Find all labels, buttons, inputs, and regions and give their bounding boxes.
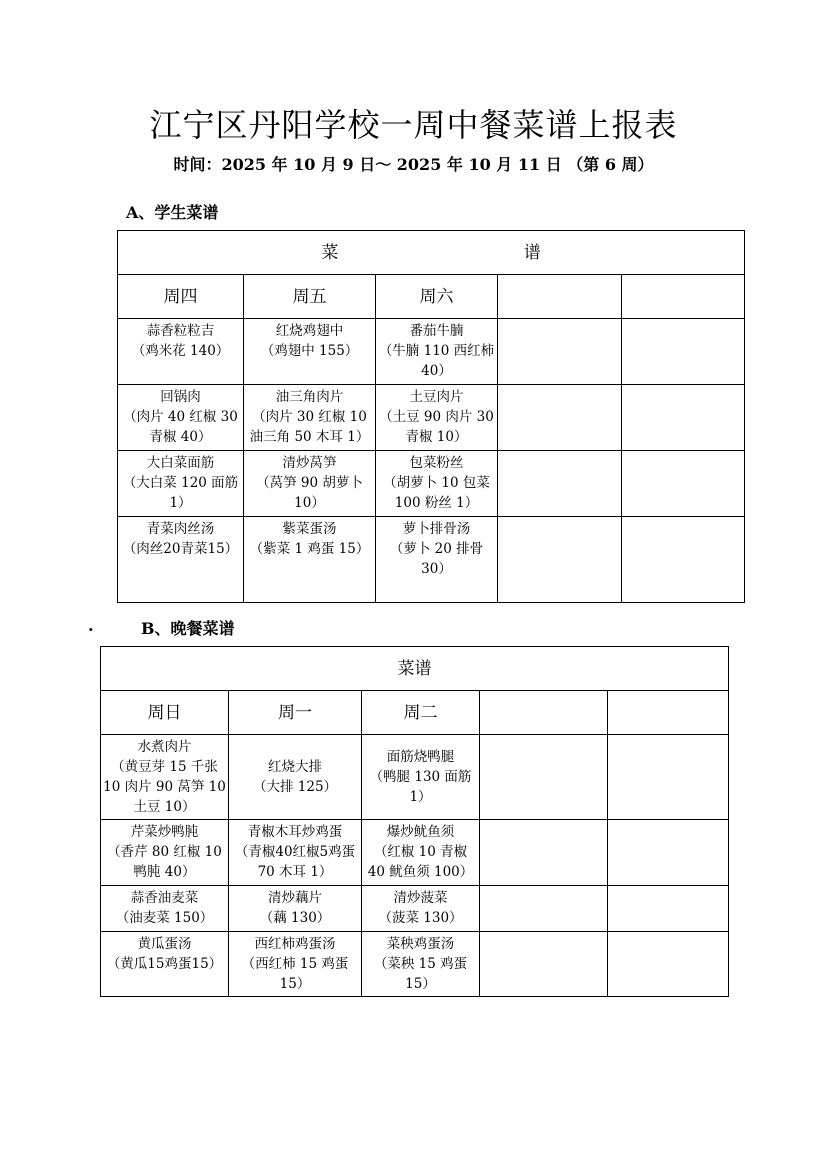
day-header	[608, 691, 729, 735]
dish-name: 土豆肉片	[409, 389, 464, 405]
menu-cell	[376, 451, 498, 517]
empty-cell	[480, 820, 608, 886]
day-header	[622, 275, 745, 319]
dish-ingredients: （鸡米花 140）	[131, 343, 230, 359]
menu-cell	[229, 932, 362, 997]
empty-cell	[622, 517, 745, 603]
menu-cell	[229, 820, 362, 886]
dish-name: 回锅肉	[160, 389, 201, 405]
dish-ingredients: （土豆 90 肉片 30 青椒 10）	[379, 409, 494, 445]
dish-ingredients: （胡萝卜 10 包菜 100 粉丝 1）	[383, 475, 490, 511]
dish-name: 番茄牛腩	[409, 323, 464, 339]
dish-ingredients: （鸭腿 130 面筋 1）	[369, 769, 472, 805]
day-header: 周日	[101, 691, 229, 735]
empty-cell	[622, 451, 745, 517]
dish-name: 水煮肉片	[137, 739, 192, 755]
dish-name: 菜秧鸡蛋汤	[386, 936, 455, 952]
page-title: 江宁区丹阳学校一周中餐菜谱上报表	[149, 106, 678, 144]
dish-name: 清炒莴笋	[282, 455, 337, 471]
dish-ingredients: （菠菜 130）	[378, 910, 463, 926]
empty-cell	[622, 319, 745, 385]
menu-cell	[244, 385, 376, 451]
section-a-label: A、学生菜谱	[126, 203, 219, 222]
dish-ingredients: （大排 125）	[252, 779, 338, 795]
day-header: 周四	[118, 275, 244, 319]
empty-cell	[480, 735, 608, 820]
table-row	[118, 319, 745, 385]
dish-ingredients: （紫菜 1 鸡蛋 15）	[249, 541, 370, 557]
menu-header	[118, 231, 745, 275]
empty-cell	[622, 385, 745, 451]
empty-cell	[480, 932, 608, 997]
dish-name: 芹菜炒鸭肫	[130, 824, 199, 840]
menu-cell	[229, 735, 362, 820]
dish-name: 包菜粉丝	[409, 455, 464, 471]
dish-name: 青椒木耳炒鸡蛋	[247, 824, 343, 840]
menu-cell	[244, 517, 376, 603]
dish-name: 油三角肉片	[275, 389, 344, 405]
dish-name: 红烧大排	[268, 759, 322, 775]
dish-ingredients: （香芹 80 红椒 10 鸭肫 40）	[107, 844, 222, 880]
empty-cell	[498, 517, 622, 603]
menu-cell	[118, 517, 244, 603]
dish-ingredients: （莴笋 90 胡萝卜 10）	[256, 475, 363, 511]
menu-cell	[376, 319, 498, 385]
menu-cell	[362, 886, 480, 932]
dish-name: 蒜香油麦菜	[130, 890, 199, 906]
empty-cell	[498, 451, 622, 517]
dish-name: 黄瓜蛋汤	[137, 936, 192, 952]
dish-ingredients: （肉片 40 红椒 30 青椒 40）	[123, 409, 238, 445]
dish-name: 大白菜面筋	[146, 455, 215, 471]
day-header: 周六	[376, 275, 498, 319]
dish-name: 清炒菠菜	[393, 890, 448, 906]
dish-ingredients: （肉片 30 红椒 10 油三角 50 木耳 1）	[249, 409, 370, 445]
table-row	[118, 517, 745, 603]
table-row	[101, 820, 729, 886]
menu-cell	[118, 385, 244, 451]
empty-cell	[608, 932, 729, 997]
table-row	[101, 932, 729, 997]
day-header: 周五	[244, 275, 376, 319]
date-range: 时间：2025 年 10 月 9 日～ 2025 年 10 月 11 日 （第 6 周）	[173, 155, 654, 174]
dish-name: 面筋烧鸭腿	[386, 749, 455, 765]
empty-cell	[498, 385, 622, 451]
dish-name: 紫菜蛋汤	[282, 521, 337, 537]
empty-cell	[608, 735, 729, 820]
dish-ingredients: （黄瓜15鸡蛋15）	[106, 956, 223, 972]
menu-cell	[244, 451, 376, 517]
empty-cell	[608, 886, 729, 932]
menu-cell	[376, 517, 498, 603]
day-header: 周二	[362, 691, 480, 735]
header-char-right: 谱	[523, 242, 541, 263]
header-char-left: 菜	[321, 242, 339, 263]
dish-name: 爆炒鱿鱼须	[386, 824, 455, 840]
dish-name: 清炒藕片	[268, 890, 322, 906]
dish-name: 青菜肉丝汤	[146, 521, 215, 537]
menu-cell	[376, 385, 498, 451]
dish-ingredients: （黄豆芽 15 千张 10 肉片 90 莴笋 10 土豆 10）	[103, 759, 226, 815]
day-header: 周一	[229, 691, 362, 735]
dish-ingredients: （大白菜 120 面筋 1）	[122, 475, 239, 511]
menu-cell	[118, 451, 244, 517]
empty-cell	[608, 820, 729, 886]
menu-cell	[229, 886, 362, 932]
dish-ingredients: （鸡翅中 155）	[260, 343, 359, 359]
empty-cell	[480, 886, 608, 932]
dish-ingredients: （西红柿 15 鸡蛋 15）	[241, 956, 349, 992]
dish-name: 蒜香粒粒吉	[146, 323, 215, 339]
day-header	[498, 275, 622, 319]
menu-cell	[101, 820, 229, 886]
student-menu-table	[117, 230, 745, 603]
menu-cell	[101, 932, 229, 997]
table-row	[101, 735, 729, 820]
dish-ingredients: （青椒40红椒5鸡蛋 70 木耳 1）	[234, 844, 356, 880]
dinner-menu-table	[100, 646, 729, 997]
menu-cell	[362, 735, 480, 820]
table-row	[118, 451, 745, 517]
menu-cell	[101, 735, 229, 820]
menu-header: 菜谱	[101, 647, 729, 691]
dish-ingredients: （萝卜 20 排骨 30）	[389, 541, 484, 577]
menu-cell	[362, 820, 480, 886]
dish-ingredients: （红椒 10 青椒 40 鱿鱼须 100）	[367, 844, 474, 880]
stray-dot: .	[88, 616, 94, 635]
table-row	[118, 385, 745, 451]
empty-cell	[498, 319, 622, 385]
dish-ingredients: （肉丝20青菜15）	[122, 541, 239, 557]
section-b-label: B、晚餐菜谱	[141, 619, 235, 638]
dish-ingredients: （藕 130）	[259, 910, 331, 926]
day-header	[480, 691, 608, 735]
menu-cell	[244, 319, 376, 385]
menu-cell	[362, 932, 480, 997]
menu-cell	[118, 319, 244, 385]
dish-name: 红烧鸡翅中	[275, 323, 344, 339]
dish-name: 西红柿鸡蛋汤	[254, 936, 336, 952]
dish-ingredients: （油麦菜 150）	[115, 910, 214, 926]
table-row	[101, 886, 729, 932]
dish-ingredients: （菜秧 15 鸡蛋 15）	[373, 956, 468, 992]
dish-ingredients: （牛腩 110 西红柿 40）	[378, 343, 495, 379]
menu-cell	[101, 886, 229, 932]
dish-name: 萝卜排骨汤	[402, 521, 471, 537]
